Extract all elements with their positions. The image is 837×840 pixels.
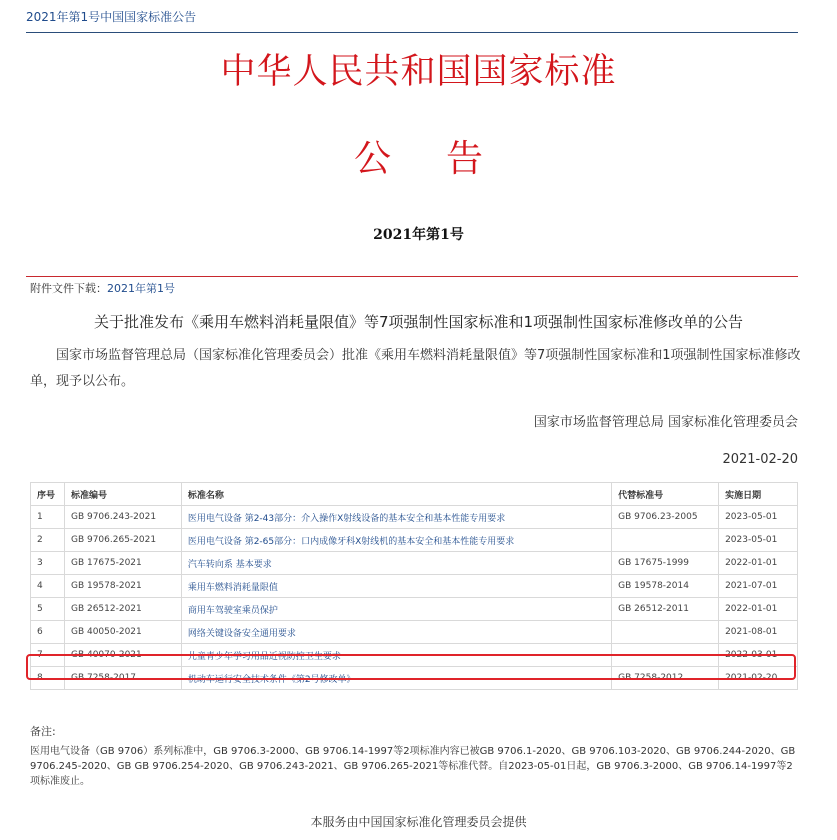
table-row xyxy=(31,506,798,529)
row-name-link[interactable]: 机动车运行安全技术条件《第2号修改单》 xyxy=(181,667,611,690)
red-divider xyxy=(26,276,798,277)
row-replaces: GB 7258-2012 xyxy=(612,667,719,690)
row-date: 2021-02-20 xyxy=(719,667,798,690)
row-code: GB 17675-2021 xyxy=(64,552,181,575)
note-heading: 备注: xyxy=(30,725,56,738)
header-date: 实施日期 xyxy=(719,483,798,506)
row-code: GB 26512-2021 xyxy=(64,598,181,621)
row-no: 1 xyxy=(31,506,65,529)
row-name-link[interactable]: 商用车驾驶室乘员保护 xyxy=(181,598,611,621)
table-row xyxy=(31,598,798,621)
row-code: GB 19578-2021 xyxy=(64,575,181,598)
footer-text: 本服务由中国国家标准化管理委员会提供 xyxy=(310,815,527,829)
table-header-row xyxy=(31,483,798,506)
row-code: GB 40070-2021 xyxy=(64,644,181,667)
row-no: 7 xyxy=(31,644,65,667)
row-no: 4 xyxy=(31,575,65,598)
row-name-link[interactable]: 汽车转向系 基本要求 xyxy=(181,552,611,575)
row-replaces: GB 19578-2014 xyxy=(612,575,719,598)
row-replaces xyxy=(612,621,719,644)
attachment-label: 附件文件下载： xyxy=(30,282,107,295)
row-date: 2021-07-01 xyxy=(719,575,798,598)
row-name-link[interactable]: 医用电气设备 第2-65部分：口内成像牙科X射线机的基本安全和基本性能专用要求 xyxy=(181,529,611,552)
header-name: 标准名称 xyxy=(181,483,611,506)
signature: 国家市场监督管理总局 国家标准化管理委员会 xyxy=(533,415,798,430)
header-code: 标准编号 xyxy=(64,483,181,506)
row-no: 3 xyxy=(31,552,65,575)
row-replaces: GB 9706.23-2005 xyxy=(612,506,719,529)
row-no: 2 xyxy=(31,529,65,552)
note-text: 医用电气设备（GB 9706）系列标准中，GB 9706.3-2000、GB 9706.14-1997等2项标准内容已被GB 9706.1-2020、GB 9706.103-2020、GB 9706.244-2020、GB 9706.245-2020、GB GB 9706.254-2020、GB 9706.243-2021、GB 9706.265-2021等标准代替。自2023-05-01日起，GB 9706.3-2000、GB 9706.14-1997等2项标准废止。 xyxy=(30,746,796,787)
table-row xyxy=(31,575,798,598)
header-no: 序号 xyxy=(31,483,65,506)
row-date: 2021-08-01 xyxy=(719,621,798,644)
row-no: 5 xyxy=(31,598,65,621)
row-date: 2022-01-01 xyxy=(719,598,798,621)
row-highlight-box xyxy=(26,654,796,680)
row-date: 2022-01-01 xyxy=(719,552,798,575)
row-date: 2023-05-01 xyxy=(719,529,798,552)
attachment-download-link[interactable]: 2021年第1号 xyxy=(107,282,175,295)
row-date: 2022-03-01 xyxy=(719,644,798,667)
row-code: GB 7258-2017 xyxy=(64,667,181,690)
row-replaces: GB 17675-1999 xyxy=(612,552,719,575)
top-breadcrumb-bar xyxy=(26,6,798,33)
row-replaces: GB 26512-2011 xyxy=(612,598,719,621)
row-code: GB 40050-2021 xyxy=(64,621,181,644)
row-name-link[interactable]: 儿童青少年学习用品近视防控卫生要求 xyxy=(181,644,611,667)
issue-date: 2021-02-20 xyxy=(722,452,798,467)
table-row xyxy=(31,529,798,552)
header-replaces: 代替标准号 xyxy=(612,483,719,506)
row-no: 6 xyxy=(31,621,65,644)
announcement-number: 2021年第1号 xyxy=(373,227,464,243)
row-name-link[interactable]: 乘用车燃料消耗量限值 xyxy=(181,575,611,598)
row-date: 2023-05-01 xyxy=(719,506,798,529)
heading-char-1: 公 xyxy=(354,137,391,180)
row-no: 8 xyxy=(31,667,65,690)
heading-char-2: 告 xyxy=(446,137,483,180)
row-code: GB 9706.265-2021 xyxy=(64,529,181,552)
attachment-row xyxy=(30,280,175,296)
row-name-link[interactable]: 医用电气设备 第2-43部分：介入操作X射线设备的基本安全和基本性能专用要求 xyxy=(181,506,611,529)
document-title: 关于批准发布《乘用车燃料消耗量限值》等7项强制性国家标准和1项强制性国家标准修改单的公告 xyxy=(93,313,744,331)
table-row xyxy=(31,621,798,644)
row-code: GB 9706.243-2021 xyxy=(64,506,181,529)
page-title: 中华人民共和国国家标准 xyxy=(220,52,617,92)
table-row xyxy=(31,552,798,575)
announcement-heading xyxy=(0,128,837,182)
row-name-link[interactable]: 网络关键设备安全通用要求 xyxy=(181,621,611,644)
body-paragraph: 国家市场监督管理总局（国家标准化管理委员会）批准《乘用车燃料消耗量限值》等7项强制性国家标准和1项强制性国家标准修改单，现予以公布。 xyxy=(30,348,801,389)
announcement-link[interactable]: 2021年第1号中国国家标准公告 xyxy=(26,10,197,24)
row-replaces xyxy=(612,529,719,552)
